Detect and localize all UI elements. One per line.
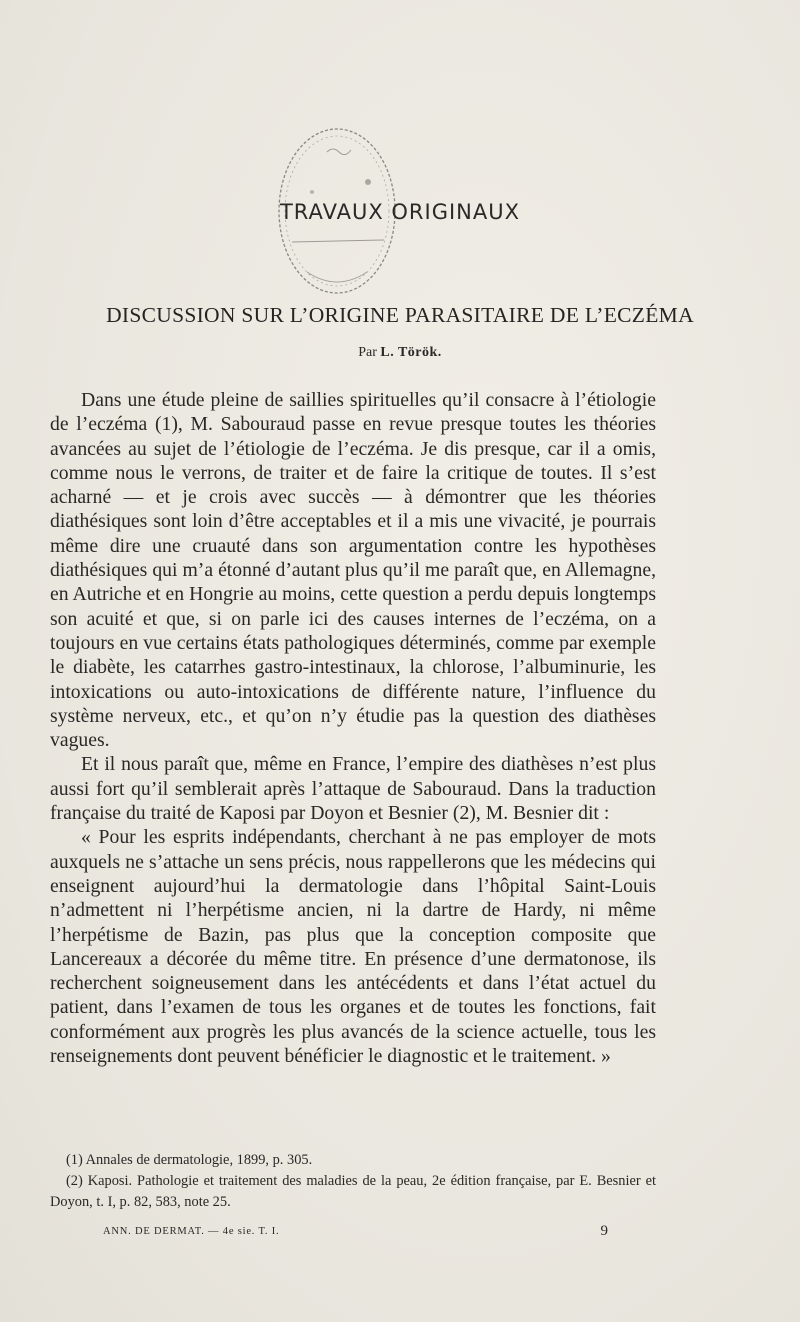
footnotes	[50, 1150, 656, 1213]
page-number: 9	[600, 1223, 608, 1239]
running-head: ANN. DE DERMAT. — 4e sie. T. I.	[103, 1226, 280, 1237]
paragraph: « Pour les esprits indépendants, cherchant à ne pas employer de mots auxquels ne s’attache un sens précis, nous rappellerons que les médecins qui enseignent aujourd’hui la dermatologie dans l’hôpital Saint-Louis n’admettent ni l’herpétisme ancien, ni la dartre de Hardy, ni même l’herpétisme de Bazin, pas plus que la conception composite que Lancereaux a décorée du même titre. En présence d’une dermatonose, ils recherchent soigneusement dans les antécédents et dans l’état actuel du patient, dans l’examen de tous les organes et de toutes les fonctions, fait conformément aux progrès les plus avancés de la science actuelle, tous les renseignements dont peuvent bénéficier le diagnostic et le traitement. »	[50, 826, 656, 1068]
paragraph: Dans une étude pleine de saillies spirituelles qu’il consacre à l’étiologie de l’eczéma (1), M. Sabouraud passe en revue presque toutes les théories avancées au sujet de l’étiologie de l’eczéma. Je dis presque, car il a omis, comme nous le verrons, de traiter et de faire la critique de toutes. Il s’est acharné — et je crois avec succès — à démontrer que les théories diathésiques sont loin d’être acceptables et il a mis une vivacité, je pourrais même dire une cruauté dans son argumentation contre les hypothèses diathésiques qui m’a étonné d’autant plus qu’il me paraît que, en Allemagne, en Autriche et en Hongrie au moins, cette question a perdu depuis longtemps son acuité et que, si on parle ici des causes internes de l’eczéma, on a toujours en vue certains états pathologiques déterminés, comme par exemple le diabète, les catarrhes gastro-intestinaux, la chlorose, l’albuminurie, les intoxications ou auto-intoxications de différente nature, l’influence du système nerveux, etc., et qu’on n’y étudie pas la question des diathèses vagues.	[50, 389, 656, 752]
footnote: (2) Kaposi. Pathologie et traitement des maladies de la peau, 2e édition française, par E. Besnier et Doyon, t. I, p. 82, 583, note 25.	[50, 1173, 656, 1210]
article-body	[50, 388, 656, 1068]
page-footer	[103, 1223, 608, 1239]
paragraph: Et il nous paraît que, même en France, l’empire des diathèses n’est plus aussi fort qu’il semblerait après l’attaque de Sabouraud. Dans la traduction française du traité de Kaposi par Doyon et Besnier (2), M. Besnier dit :	[50, 753, 656, 825]
footnote: (1) Annales de dermatologie, 1899, p. 305.	[66, 1152, 313, 1168]
article-title: DISCUSSION SUR L’ORIGINE PARASITAIRE DE L’ECZÉMA	[106, 303, 694, 327]
author-name: L. Török.	[380, 345, 442, 360]
author-prefix: Par	[358, 345, 377, 360]
section-header: TRAVAUX ORIGINAUX	[279, 200, 521, 224]
author-line	[0, 345, 800, 361]
